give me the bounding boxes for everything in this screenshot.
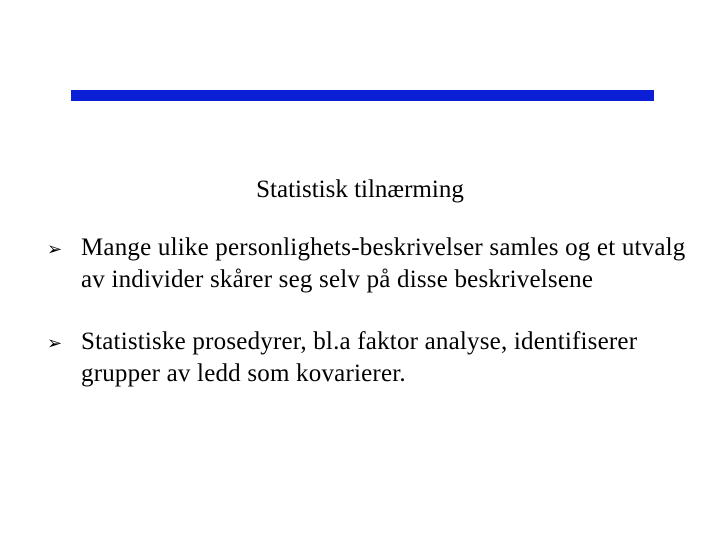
arrowhead-icon: ➢ — [47, 333, 63, 354]
bullet-list — [47, 232, 697, 420]
bullet-text: Mange ulike personlighets-beskrivelser samles og et utvalg av individer skårer seg selv på disse beskrivelsene — [81, 234, 686, 293]
slide-title — [0, 176, 720, 204]
top-accent-bar — [71, 90, 654, 101]
bullet-text: Statistiske prosedyrer, bl.a faktor analyse, identifiserer grupper av ledd som kovarierer. — [81, 328, 638, 387]
bullet-item — [47, 232, 697, 296]
slide-title-text: Statistisk tilnærming — [256, 176, 464, 203]
bullet-item — [47, 326, 697, 390]
arrowhead-icon: ➢ — [47, 239, 63, 260]
